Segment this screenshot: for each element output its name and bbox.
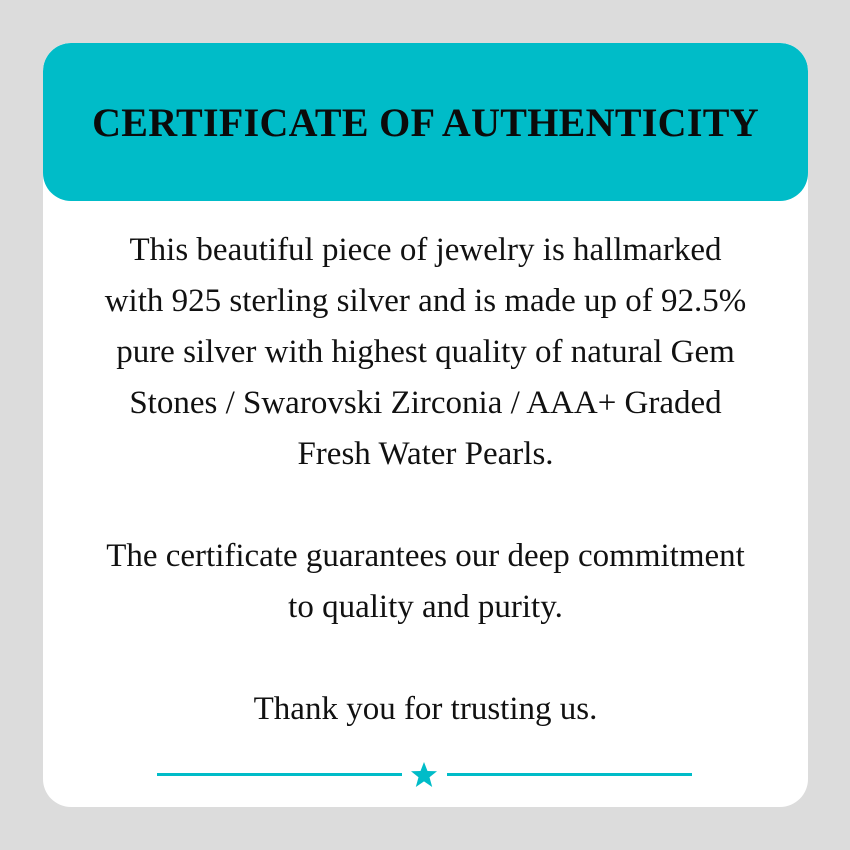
star-shape [411,762,437,787]
text-line: with 925 sterling silver and is made up of 92.5% [104,283,747,319]
certificate-header [43,43,808,201]
text-line: Fresh Water Pearls. [297,436,554,472]
text-line: pure silver with highest quality of natural Gem [116,334,735,370]
text-line: Stones / Swarovski Zirconia / AAA+ Graded [129,385,722,421]
text-line: The certificate guarantees our deep commitment [106,538,745,574]
paragraph-hallmark [43,225,808,480]
text-line: This beautiful piece of jewelry is hallmarked [129,232,722,268]
decorative-divider [157,760,692,790]
text-line: to quality and purity. [288,589,563,625]
paragraph-thanks [43,684,808,735]
paragraph-guarantee [43,531,808,633]
certificate-card [43,43,808,807]
certificate-title: CERTIFICATE OF AUTHENTICITY [92,99,759,145]
certificate-body [43,225,808,735]
divider-line-right [447,773,692,776]
divider-line-left [157,773,402,776]
text-line: Thank you for trusting us. [253,691,598,727]
star-icon [409,760,439,790]
